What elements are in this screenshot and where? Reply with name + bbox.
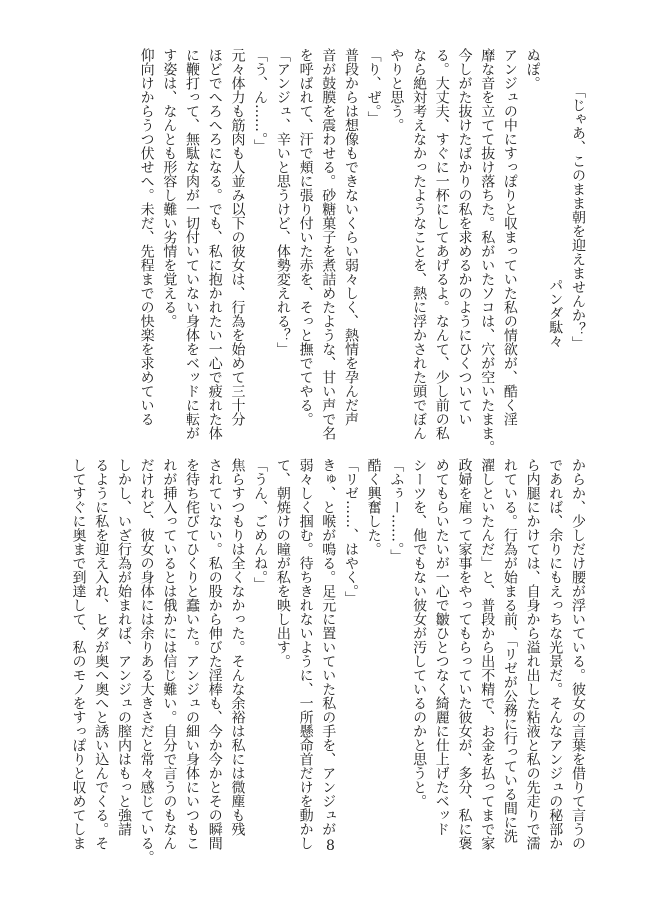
text-column: 濯しといたんだ」と、普段から出不精で、お金を払ってまで家 — [479, 458, 496, 850]
text-column: 仰向けからうつ伏せへ。未だ、先程までの快楽を求めている — [138, 48, 155, 426]
text-column: 焦らすつもりは全くなかった。そんな余裕は私には微塵も残 — [229, 458, 246, 836]
text-column: れている。行為が始まる前、「リゼが公務に行っている間に洗 — [501, 458, 518, 843]
text-column: 「ふぅー……。」 — [388, 458, 405, 563]
text-column: 酷く興奮した。 — [365, 458, 382, 556]
text-column: しかし、いざ行為が始まれば、アンジュの膣内はもっと強請 — [115, 458, 132, 836]
page-number: 8 — [326, 838, 335, 854]
text-column: きゅ、と喉が鳴る。足元に置いていた私の手を、アンジュが — [320, 458, 337, 836]
text-column: 「リゼ……、はやく。」 — [342, 458, 359, 605]
text-column: なら絶対考えなかったようなことを、熱に浮かされた頭でぼん — [411, 48, 428, 440]
text-column: 元々体力も筋肉も人並み以下の彼女は、行為を始めて三十分 — [229, 48, 246, 426]
story-author: パンダ駄々 — [547, 278, 564, 348]
text-column: だけれど、彼女の身体には余りある大きさだと常々感じている。 — [138, 458, 155, 864]
text-column: るように私を迎え入れ、ヒダが奥へ奥へと誘い込んでくる。そ — [93, 458, 110, 850]
text-column: 今しがた抜けたばかりの私を求めるかのようにひくついてい — [456, 48, 473, 426]
text-column: ほどでへろへろになる。でも、私に抱かれたい一心で疲れた体 — [206, 48, 223, 440]
text-column: 「アンジュ、辛いと思うけど、体勢変えれる？」 — [274, 48, 291, 356]
text-column: 音が鼓膜を震わせる。砂糖菓子を煮詰めたような、甘い声で名 — [320, 48, 337, 440]
text-column: を待ち侘びてひくりと蠢いた。アンジュの細い身体にいつもこ — [184, 458, 201, 850]
text-column: シーツを、他でもない彼女が汚しているのかと思うと。 — [411, 458, 428, 808]
text-column: れが挿入っているとは俄かには信じ難い。自分で言うのもなん — [161, 458, 178, 850]
text-column: 「り、ぜ。」 — [365, 48, 382, 125]
top-text-block — [89, 48, 589, 454]
text-column: ら内腿にかけては、自身から溢れ出した粘液と私の先走りで濡 — [524, 458, 541, 850]
text-column: ぬぽ。 — [524, 48, 541, 90]
text-column: やりと思う。 — [388, 48, 405, 132]
text-column: してすぐに奥まで到達して、私のモノをすっぽりと収めてしま — [70, 458, 87, 850]
text-column: からか、少しだけ腰が浮いている。彼女の言葉を借りて言うの — [570, 458, 586, 850]
text-column: る。大丈夫、すぐに一杯にしてあげるよ。なんて、少し前の私 — [433, 48, 450, 440]
text-column: て、朝焼けの瞳が私を映し出す。 — [274, 458, 291, 668]
text-column: す姿は、なんとも形容し難い劣情を覚える。 — [161, 48, 178, 328]
text-column: に鞭打って、無駄な肉が一切付いていない身体をベッドに転が — [184, 48, 201, 440]
text-column: 「う、ん……。」 — [252, 48, 269, 153]
text-column: 政婦を雇って家事をやってもらっていた彼女が、多分、私に褒 — [456, 458, 473, 850]
text-column: 「うん、ごめんね。」 — [252, 458, 269, 591]
text-column: 普段からは想像もできないくらい弱々しく、熱情を孕んだ声 — [342, 48, 359, 426]
text-column: されていない。私の股から伸びた淫棒も、今か今かとその瞬間 — [206, 458, 223, 850]
story-title: 「じゃあ、このまま朝を迎えませんか？」 — [570, 84, 586, 350]
text-column: めてもらいたいが一心で皺ひとつなく綺麗に仕上げたベッド — [433, 458, 450, 836]
text-column: 靡な音を立てて抜け落ちた。私がいたソコは、穴が空いたまま。 — [479, 48, 496, 454]
text-column: であれば、余りにもえっちな光景だ。そんなアンジュの秘部か — [547, 458, 564, 850]
bottom-text-block — [70, 458, 589, 864]
text-column: を呼ばれて、汗で頬に張り付いた赤を、そっと撫でてやる。 — [297, 48, 314, 426]
text-column: アンジュの中にすっぽりと収まっていた私の情欲が、酷く淫 — [501, 48, 518, 426]
text-column: 弱々しく掴む。待ちきれないように、一所懸命首だけを動かし — [297, 458, 314, 850]
